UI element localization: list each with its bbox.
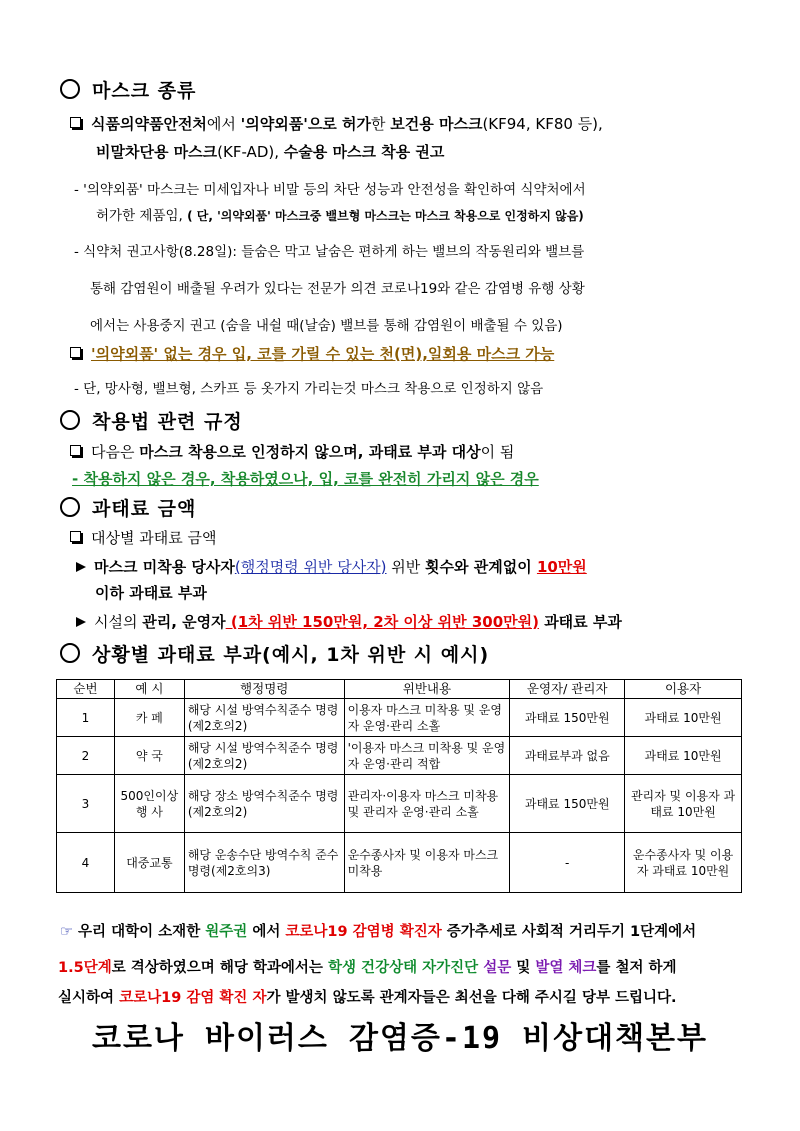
mask-type-bullet-1-line2 xyxy=(96,141,444,162)
text: 한 xyxy=(371,115,391,133)
triangle-bullet-icon xyxy=(76,562,86,572)
notice-line-2 xyxy=(58,956,677,977)
heading-text: 마스크 종류 xyxy=(92,80,197,102)
quasi-drug-note: - '의약외품' 마스크는 미세입자나 비말 등의 차단 성능과 안전성을 확인하여 식약처에서 xyxy=(74,182,586,198)
text: 에서 xyxy=(206,115,241,133)
cell-order: 해당 운송수단 방역수칙 준수명령(제2호의3) xyxy=(184,833,344,893)
text: 10만원 xyxy=(536,558,587,576)
text: 관리, 운영자 xyxy=(142,613,226,631)
header-user: 이용자 xyxy=(625,680,742,699)
cell-violation: 관리자·이용자 마스크 미착용 및 관리자 운영·관리 소홀 xyxy=(344,775,510,833)
text: 코로나19 감염병 확진자 xyxy=(285,924,442,940)
text: 코로나19 감염 확진 자 xyxy=(119,990,267,1006)
wearing-rule-detail xyxy=(72,468,539,489)
cell-example: 500인이상 행 사 xyxy=(114,775,184,833)
header-operator: 운영자/ 관리자 xyxy=(510,680,625,699)
triangle-bullet-icon xyxy=(76,617,86,627)
footer-organization: 코로나 바이러스 감염증-19 비상대책본부 xyxy=(91,1021,709,1056)
cell-violation: '이용자 마스크 미착용 및 운영자 운영·관리 적합 xyxy=(344,737,510,775)
text: (1차 위반 150만원, 2차 이상 위반 300만원) xyxy=(225,613,539,631)
checkbox-bullet-icon xyxy=(70,445,81,456)
circle-bullet-icon xyxy=(60,79,80,99)
not-recognized-note: - 단, 망사형, 밸브형, 스카프 등 옷가지 가리는것 마스크 착용으로 인정하지 않음 xyxy=(74,381,544,397)
text: (KF-AD), xyxy=(217,143,284,161)
text: 비말차단용 마스크 xyxy=(96,143,218,161)
text: 허가한 제품임, xyxy=(96,208,188,224)
cell-order: 해당 시설 방역수칙준수 명령(제2호의2) xyxy=(184,699,344,737)
text: 마스크 착용으로 인정하지 않으며, 과태료 부과 대상 xyxy=(139,443,481,461)
mask-type-bullet-2 xyxy=(70,343,554,364)
text: 시설의 xyxy=(94,613,143,631)
text: 발열 체크 xyxy=(535,960,597,976)
text: 우리 대학이 소재한 xyxy=(73,924,206,940)
cell-operator: 과태료 150만원 xyxy=(510,699,625,737)
fine-facility xyxy=(76,611,622,632)
text: 실시하여 xyxy=(58,990,120,1006)
text: 이 됨 xyxy=(480,443,515,461)
checkbox-bullet-icon xyxy=(70,347,81,358)
section-heading-wearing-rules xyxy=(60,407,243,434)
text: 위반 xyxy=(386,558,426,576)
text: 마스크 미착용 당사자 xyxy=(94,558,235,576)
cell-example: 대중교통 xyxy=(114,833,184,893)
text: 대상별 과태료 금액 xyxy=(91,529,217,547)
fine-individual xyxy=(76,556,587,577)
pointing-hand-icon: ☞ xyxy=(60,924,73,940)
cell-user: 과태료 10만원 xyxy=(625,699,742,737)
text: 보건용 마스크 xyxy=(390,115,483,133)
text: 1.5단계 xyxy=(58,960,112,976)
cell-operator: 과태료부과 없음 xyxy=(510,737,625,775)
table-row xyxy=(57,737,742,775)
fine-by-target-bullet xyxy=(70,527,216,548)
header-example: 예 시 xyxy=(114,680,184,699)
section-heading-fine-by-situation xyxy=(60,640,489,667)
heading-text: 과태료 금액 xyxy=(92,498,197,520)
text: 다음은 xyxy=(91,443,140,461)
text: 식품의약품안전처 xyxy=(91,115,207,133)
text: (행정명령 위반 당사자) xyxy=(234,558,387,576)
mfds-recommendation-line3: 에서는 사용중지 권고 (숨을 내쉴 때(날숨) 밸브를 통해 감염원이 배출될 수 있음) xyxy=(90,318,563,334)
cell-violation: 운수종사자 및 이용자 마스크 미착용 xyxy=(344,833,510,893)
table-row xyxy=(57,775,742,833)
circle-bullet-icon xyxy=(60,643,80,663)
wearing-rule-bullet xyxy=(70,441,514,462)
section-heading-mask-types xyxy=(60,76,196,103)
cell-no: 3 xyxy=(57,775,115,833)
fine-individual-line2: 이하 과태료 부과 xyxy=(95,584,207,602)
cell-order: 해당 장소 방역수칙준수 명령(제2호의2) xyxy=(184,775,344,833)
text: '의약외품'으로 허가 xyxy=(240,115,371,133)
text: 로 격상하였으며 해당 학과에서는 xyxy=(111,960,328,976)
checkbox-bullet-icon xyxy=(70,531,81,542)
cell-user: 과태료 10만원 xyxy=(625,737,742,775)
text: 에서 xyxy=(247,924,286,940)
text: 수술용 마스크 착용 권고 xyxy=(283,143,445,161)
quasi-drug-note-line2 xyxy=(96,204,584,224)
cell-no: 1 xyxy=(57,699,115,737)
cell-no: 2 xyxy=(57,737,115,775)
cell-operator: - xyxy=(510,833,625,893)
text: 및 xyxy=(511,960,536,976)
text: 를 철저 하게 xyxy=(596,960,677,976)
section-heading-fine-amount xyxy=(60,494,196,521)
cell-example: 약 국 xyxy=(114,737,184,775)
text: 증가추세로 사회적 거리두기 1단계에서 xyxy=(441,924,697,940)
text: 과태료 부과 xyxy=(538,613,622,631)
table-row xyxy=(57,833,742,893)
checkbox-bullet-icon xyxy=(70,117,81,128)
text: 원주권 xyxy=(205,924,248,940)
fine-table xyxy=(56,679,742,893)
header-order: 행정명령 xyxy=(184,680,344,699)
circle-bullet-icon xyxy=(60,497,80,517)
mfds-recommendation-line2: 통해 감염원이 배출될 우려가 있다는 전문가 의견 코로나19와 같은 감염병 유행 상황 xyxy=(90,281,585,297)
text: ( 단, '의약외품' 마스크중 밸브형 마스크는 마스크 착용으로 인정하지 않음) xyxy=(187,209,584,223)
text: 설문 xyxy=(478,960,512,976)
cell-no: 4 xyxy=(57,833,115,893)
notice-line-3 xyxy=(58,986,677,1007)
mfds-recommendation-line1: - 식약처 권고사항(8.28일): 들숨은 막고 날숨은 편하게 하는 밸브의 작동원리와 밸브를 xyxy=(74,244,585,260)
table-header-row xyxy=(57,680,742,699)
cell-example: 카 페 xyxy=(114,699,184,737)
cell-user: 관리자 및 이용자 과태료 10만원 xyxy=(625,775,742,833)
mask-type-bullet-1 xyxy=(70,113,603,134)
text: (KF94, KF80 등), xyxy=(482,115,603,133)
cell-order: 해당 시설 방역수칙준수 명령(제2호의2) xyxy=(184,737,344,775)
text: 횟수와 관계없이 xyxy=(425,558,537,576)
cell-user: 운수종사자 및 이용자 과태료 10만원 xyxy=(625,833,742,893)
text: - 착용하지 않은 경우, 착용하였으나, 입, 코를 완전히 가리지 않은 경우 xyxy=(72,470,539,488)
cell-operator: 과태료 150만원 xyxy=(510,775,625,833)
notice-line-1 xyxy=(60,920,696,941)
cell-violation: 이용자 마스크 미착용 및 운영자 운영·관리 소홀 xyxy=(344,699,510,737)
text: '의약외품' 없는 경우 입, 코를 가릴 수 있는 천(면),일회용 마스크 가능 xyxy=(91,345,555,363)
text: 가 발생치 않도록 관계자들은 최선을 다해 주시길 당부 드립니다. xyxy=(266,990,677,1006)
header-violation: 위반내용 xyxy=(344,680,510,699)
heading-text: 착용법 관련 규정 xyxy=(92,411,243,433)
text: 학생 건강상태 자가진단 xyxy=(328,960,479,976)
heading-text: 상황별 과태료 부과(예시, 1차 위반 시 예시) xyxy=(92,644,490,666)
circle-bullet-icon xyxy=(60,410,80,430)
table-row xyxy=(57,699,742,737)
header-no: 순번 xyxy=(57,680,115,699)
